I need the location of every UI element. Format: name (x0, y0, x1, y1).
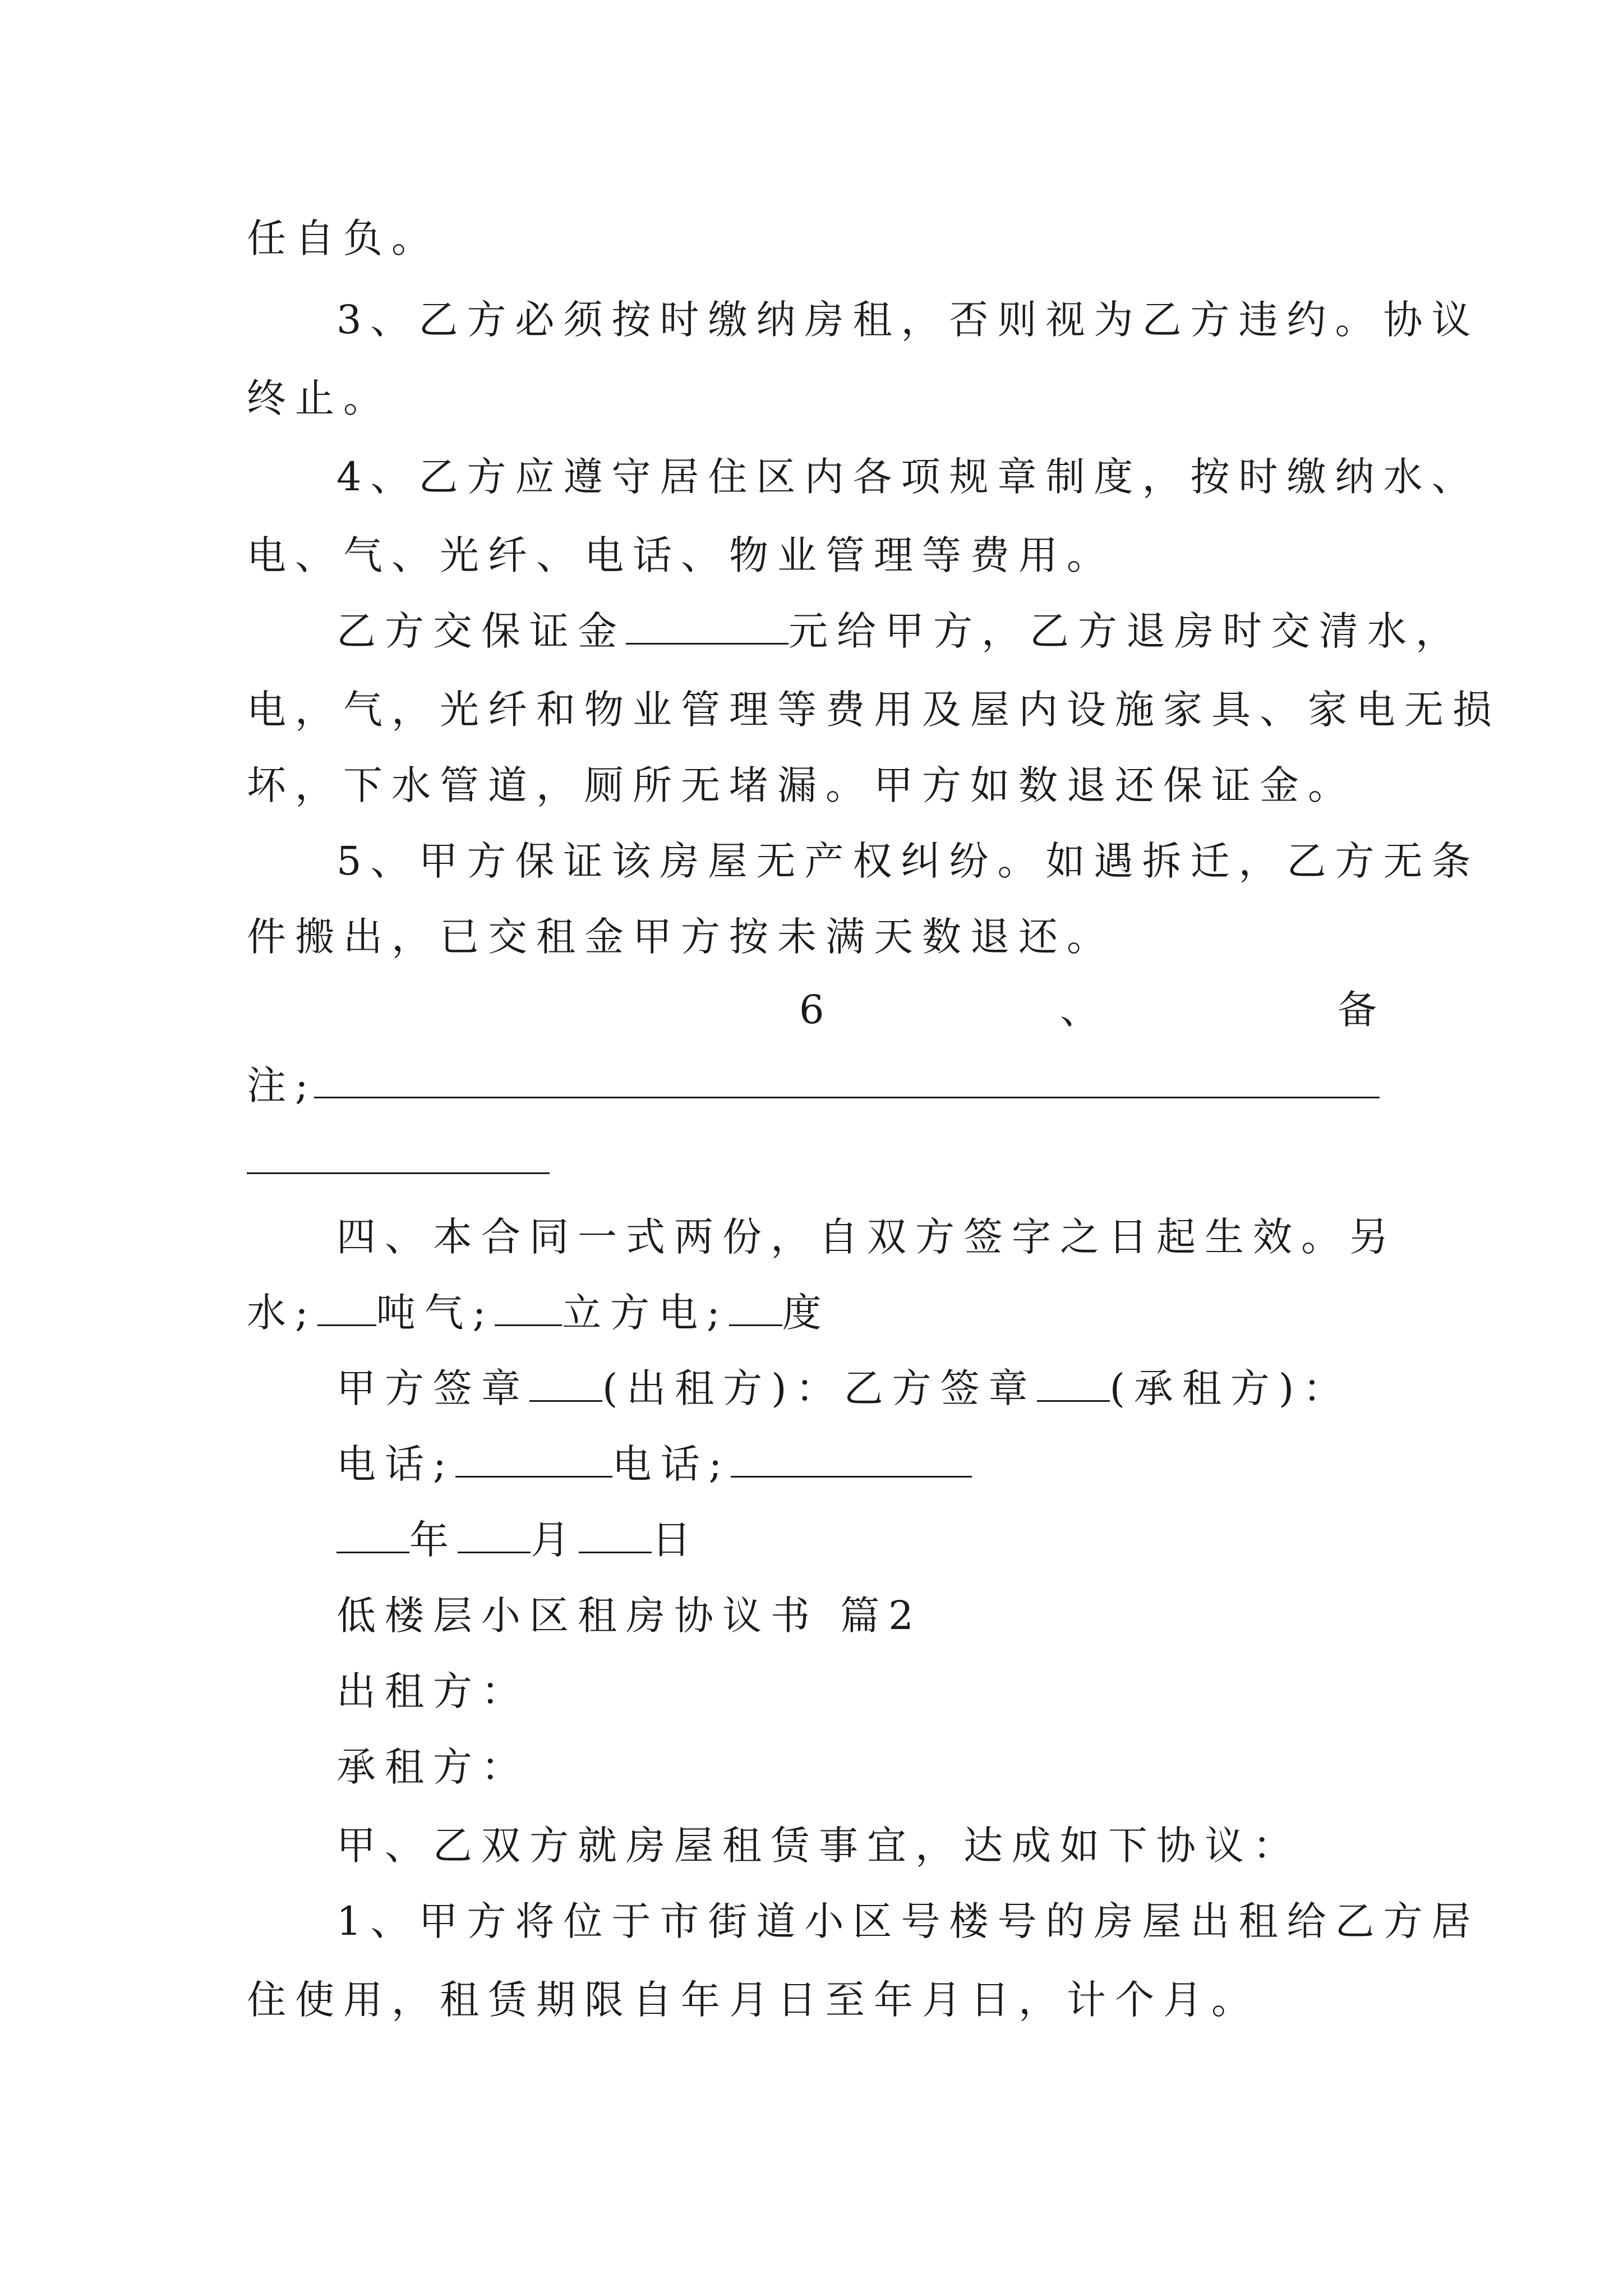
deposit-label: 乙方交保证金 (336, 608, 626, 654)
day-label: 日 (652, 1517, 700, 1563)
party-b-signature-blank (1037, 1365, 1110, 1402)
deposit-line (336, 606, 1464, 656)
party-a-phone-blank (455, 1441, 612, 1478)
text-line: 电，气，光纤和物业管理等费用及屋内设施家具、家电无损 (247, 687, 1501, 733)
clause-6-label: 备 (1338, 987, 1377, 1033)
text-line: 住使用，租赁期限自年月日至年月日，计个月。 (247, 1977, 1260, 2023)
clause-6-number: 6 (799, 987, 824, 1033)
water-blank (317, 1290, 376, 1326)
year-blank (336, 1517, 409, 1553)
meter-readings (247, 1287, 831, 1338)
deposit-blank (626, 608, 789, 645)
month-blank (458, 1517, 531, 1553)
party-b-phone-label: 电话; (612, 1441, 731, 1487)
agreement-intro: 甲、乙双方就房屋租赁事宜，达成如下协议： (336, 1823, 1301, 1869)
water-label: 水; (247, 1290, 317, 1336)
phone-line (336, 1439, 972, 1489)
lessor-label: 出租方： (336, 1668, 529, 1714)
section-4: 四、本合同一式两份，自双方签字之日起生效。另 (336, 1214, 1398, 1260)
unit-label: 度 (782, 1290, 831, 1336)
clause-3: 3、乙方必须按时缴纳房租，否则视为乙方违约。协议 (336, 297, 1480, 343)
section-heading: 低楼层小区租房协议书 篇2 (336, 1593, 923, 1639)
clause-1: 1、甲方将位于市街道小区号楼号的房屋出租给乙方居 (336, 1898, 1480, 1944)
remarks-blank-line (247, 1172, 550, 1174)
gas-label: 吨气; (376, 1290, 495, 1336)
clause-6-separator: 、 (1060, 987, 1099, 1033)
day-blank (579, 1517, 652, 1553)
lessee-label: 承租方： (336, 1744, 529, 1790)
remarks-label: 注; (247, 1062, 317, 1108)
text-line: 坏，下水管道，厕所无堵漏。甲方如数退还保证金。 (247, 762, 1356, 808)
month-label: 月 (531, 1517, 579, 1563)
signature-line (336, 1363, 1351, 1414)
party-b-phone-blank (731, 1441, 972, 1478)
tenant-label: (承租方)： (1109, 1365, 1352, 1411)
year-label: 年 (409, 1517, 458, 1563)
party-a-signature-blank (529, 1365, 602, 1402)
clause-4: 4、乙方应遵守居住区内各项规章制度，按时缴纳水、 (336, 454, 1480, 500)
date-line (336, 1515, 700, 1565)
text-line: 任自负。 (247, 215, 440, 261)
text-line: 电、气、光纤、电话、物业管理等费用。 (247, 532, 1115, 578)
deposit-text: 元给甲方，乙方退房时交清水， (789, 608, 1464, 654)
party-b-signature-label: (出租方)：乙方签章 (602, 1365, 1037, 1411)
party-a-signature-label: 甲方签章 (336, 1365, 529, 1411)
text-line: 件搬出，已交租金甲方按未满天数退还。 (247, 914, 1115, 960)
party-a-phone-label: 电话; (336, 1441, 455, 1487)
gas-blank (495, 1290, 562, 1326)
electricity-blank (729, 1290, 782, 1326)
text-line: 终止。 (247, 375, 391, 421)
clause-5: 5、甲方保证该房屋无产权纠纷。如遇拆迁，乙方无条 (336, 838, 1480, 884)
electricity-label: 立方电; (562, 1290, 729, 1336)
remarks-blank-line (314, 1097, 1380, 1098)
